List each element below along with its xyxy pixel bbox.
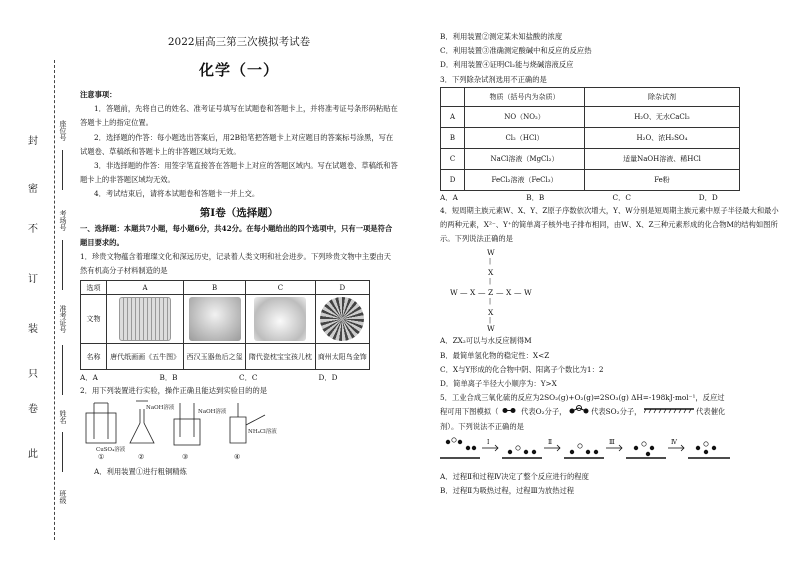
bond: — [496, 288, 504, 298]
atom-w: W [487, 324, 495, 334]
artifact-name: 隋代瓷枕宝宝孩儿枕 [246, 344, 316, 370]
seat-number-field: 座位号 [59, 120, 67, 141]
legend-o2-label: 代表O₂分子， [521, 407, 567, 417]
reagent-label: NaOH溶液 [198, 408, 227, 415]
table-cell: FeCl₂溶液（FeCl₃） [465, 169, 585, 190]
ticket-number-field: 准考证号 [59, 305, 67, 333]
table-header: 除杂试剂 [585, 87, 740, 106]
q2-apparatus-diagram [80, 399, 280, 461]
field-line [62, 432, 63, 472]
right-column [440, 30, 785, 498]
table-cell: Cl₂（HCl） [465, 127, 585, 148]
artifact-d-image [315, 295, 369, 344]
artifact-name: 西汉玉器鱼后之玺 [184, 344, 246, 370]
choice-d[interactable]: D．D [318, 373, 338, 383]
bond: | [489, 258, 492, 266]
binding-char: 订 [28, 274, 38, 285]
table-cell: NO（NO₂） [465, 106, 585, 127]
binding-char: 装 [28, 324, 38, 335]
bond: — [514, 288, 522, 298]
binding-char: 密 [28, 184, 38, 195]
reagent-label: NH₄Cl溶液 [248, 428, 277, 435]
bond: — [460, 288, 468, 298]
table-header: 物质（括号内为杂质） [465, 87, 585, 106]
choice-a[interactable]: A．A [440, 192, 458, 202]
reagent-label: NaOH溶液 [146, 404, 175, 411]
electrolysis-cell [86, 413, 116, 443]
field-line [62, 240, 63, 290]
choice-b[interactable]: B．B [159, 373, 178, 383]
name-field: 姓名 [59, 410, 67, 424]
note-item: 2．选择题的作答：每小题选出答案后，用2B铅笔把答题卡上对应题目的答案标号涂黑，写在试题卷、草稿纸和答题卡上的非答题区域均无效。 [80, 132, 394, 156]
option-d-header: D [315, 281, 369, 295]
table-cell: H₂O、浓H₂SO₄ [585, 127, 740, 148]
field-line [62, 345, 63, 395]
note-item: 3．非选择题的作答：用签字笔直接答在答题卡上对应的答题区域内。写在试题卷、草稿纸和答题卡上的非答题区域均无效。 [80, 161, 398, 185]
class-field: 班级 [59, 490, 67, 504]
bond: | [489, 298, 492, 306]
choice-c[interactable]: C．C [239, 373, 258, 383]
stage-label: Ⅲ [609, 438, 615, 446]
q4-option-c[interactable]: C．X与Y形成的化合物中阴、阳离子个数比为1：2 [440, 364, 604, 374]
table-cell: D [441, 169, 465, 190]
option-a-header: A [107, 281, 184, 295]
left-column [80, 8, 398, 479]
q4-option-a[interactable]: A．ZX₂可以与水反应制得M [440, 336, 532, 346]
jade-seal-image [189, 297, 241, 341]
binding-char: 卷 [28, 404, 38, 415]
so2-molecule-icon [569, 405, 589, 414]
binding-char: 不 [28, 224, 38, 235]
q5-stem: 5．工业合成三氧化硫的反应为2SO₂(g)+O₂(g)⇌2SO₃(g) ΔH=-198kJ·mol⁻¹，反应过 [440, 393, 725, 403]
row-label: 名称 [81, 344, 107, 370]
q5-option-a[interactable]: A．过程Ⅱ和过程Ⅳ决定了整个反应进行的程度 [440, 471, 589, 481]
table-cell: Fe粉 [585, 169, 740, 190]
q5-reaction-process-diagram [440, 434, 740, 466]
bond: | [489, 278, 492, 286]
option-b-header: B [184, 281, 246, 295]
q3-table [440, 87, 740, 191]
q5-stem-part: 程可用下图模拟（ [440, 407, 499, 417]
stage-label: Ⅱ [548, 438, 553, 446]
o2-molecule-icon [501, 407, 519, 414]
artifact-a-image [107, 295, 184, 344]
binding-dashed-line [54, 60, 55, 540]
binding-char: 此 [28, 449, 38, 460]
binding-margin [0, 40, 70, 540]
q2-option-d[interactable]: D．利用装置④证明Cl₂能与烧碱溶液反应 [440, 60, 574, 70]
gas-flask [230, 417, 246, 443]
q2-option-c[interactable]: C．利用装置③准确测定酸碱中和反应的反应热 [440, 46, 592, 56]
field-line [62, 150, 63, 190]
artifact-c-image [246, 295, 316, 344]
apparatus-label: ② [138, 452, 145, 461]
q3-stem: 3．下列除杂试剂选用不正确的是 [440, 74, 547, 84]
notes-heading: 注意事项： [80, 90, 117, 99]
calorimeter [174, 419, 200, 445]
atom-x: X [506, 288, 512, 298]
table-cell: A [441, 106, 465, 127]
artifact-b-image [184, 295, 246, 344]
q2-option-a[interactable]: A．利用装置①进行粗铜精炼 [94, 466, 187, 476]
table-cell: C [441, 148, 465, 169]
stage-label: Ⅰ [487, 438, 490, 446]
artifact-name: 商州太阳鸟金饰 [315, 344, 369, 370]
q4-option-d[interactable]: D．简单离子半径大小顺序为：Y>X [440, 379, 557, 389]
atom-x: X [488, 308, 494, 318]
row-label: 文物 [81, 295, 107, 344]
part1-instruction: 一、选择题：本题共7小题，每小题6分，共42分。在每小题给出的四个选项中，只有一项是符合题目要求的。 [80, 223, 393, 247]
q5-option-b[interactable]: B．过程Ⅱ为吸热过程，过程Ⅲ为放热过程 [440, 486, 575, 496]
q4-option-b[interactable]: B．最简单氢化物的稳定性：X<Z [440, 350, 550, 360]
bond: | [489, 317, 492, 325]
table-cell: H₂O、无水CaCl₂ [585, 106, 740, 127]
porcelain-pillow-image [254, 297, 306, 341]
binding-char: 只 [28, 369, 38, 380]
binding-char: 封 [28, 136, 38, 147]
choice-a[interactable]: A．A [80, 373, 98, 383]
artifact-name: 唐代纸画画《五牛图》 [107, 344, 184, 370]
apparatus-label: ③ [182, 452, 189, 461]
choice-c[interactable]: C．C [612, 192, 631, 202]
legend-so2-label: 代表SO₂分子， [591, 407, 642, 417]
stage-label: Ⅳ [671, 438, 677, 446]
note-item: 4．考试结束后，请将本试题卷和答题卡一并上交。 [94, 189, 260, 199]
table-cell: NaCl溶液（MgCl₂） [465, 148, 585, 169]
subject-title: 化学（一） [198, 61, 279, 79]
catalyst-icon [644, 407, 694, 414]
table-header [441, 87, 465, 106]
conical-flask [130, 409, 154, 443]
q2-option-b[interactable]: B．利用装置②测定某未知盐酸的浓度 [440, 32, 563, 41]
atom-w: W [524, 288, 532, 298]
legend-catalyst-label: 代表催化 [696, 407, 726, 417]
table-cell: 适量NaOH溶液、稀HCl [585, 148, 740, 169]
choice-b[interactable]: B．B [526, 192, 545, 202]
table-cell: B [441, 127, 465, 148]
q1-stem: 1．珍贵文物蕴含着璀璨文化和深远历史，记录着人类文明和社会进步。下列珍贵文物中主要由天然有机高分子材料制造的是 [80, 252, 392, 276]
reagent-label: CuSO₄溶液 [96, 446, 126, 453]
exam-room-field: 考场号 [59, 210, 67, 231]
q5-stem-end: 剂）。下列说法不正确的是 [440, 421, 524, 431]
q1-choices [80, 372, 398, 384]
apparatus-label: ④ [234, 452, 241, 461]
atom-x: X [470, 288, 476, 298]
row-label: 选项 [81, 281, 107, 295]
painting-scroll-image [119, 297, 171, 341]
atom-w: W [450, 288, 458, 298]
part1-title: 第Ⅰ卷（选择题） [199, 206, 279, 219]
atom-w: W [487, 248, 495, 258]
q3-choices [440, 192, 785, 204]
exam-title: 2022届高三第三次模拟考试卷 [167, 36, 311, 48]
option-c-header: C [246, 281, 316, 295]
sunbird-gold-image [320, 297, 364, 341]
apparatus-label: ① [98, 452, 105, 461]
compound-m-structure [450, 248, 530, 332]
bond: — [478, 288, 486, 298]
atom-x: X [488, 268, 494, 278]
note-item: 1．答题前，先将自己的姓名、准考证号填写在试题卷和答题卡上，并将准考证号条形码粘贴在答题卡上的指定位置。 [80, 104, 398, 128]
q1-table [80, 280, 370, 370]
q4-stem: 4．短周期主族元素W、X、Y、Z原子序数依次增大，Y、W分别是短周期主族元素中原子半径最大和最小的两种元素，X²⁻、Y⁺的简单离子核外电子排布相同，由W、X、Z三种元素形成的化合物M的结构如图所示。下列说法正确的是 [440, 205, 779, 244]
choice-d[interactable]: D．D [698, 192, 718, 202]
q2-stem: 2．用下列装置进行实验，操作正确且能达到实验目的的是 [80, 386, 268, 396]
q5-legend-line [440, 405, 785, 419]
atom-z: Z [488, 288, 494, 298]
